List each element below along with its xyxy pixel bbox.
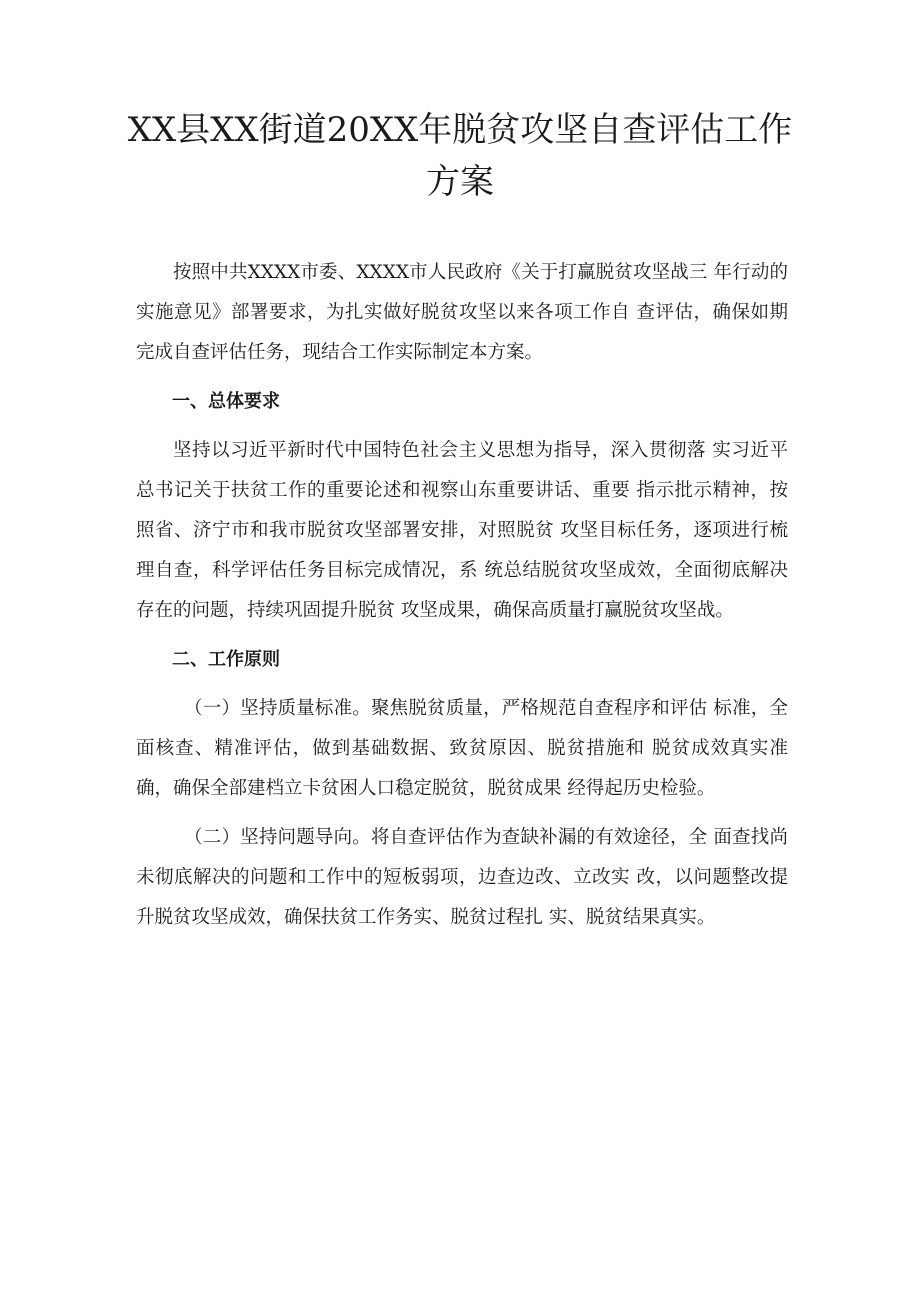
- title-line-2: 方案: [426, 162, 494, 202]
- section-1-heading: 一、总体要求: [172, 391, 280, 412]
- section-1-paragraph: 坚持以习近平新时代中国特色社会主义思想为指导，深入贯彻落 实习近平总书记关于扶贫工作的重要论述和视察山东重要讲话、重要 指示批示精神，按照省、济宁市和我市脱贫攻坚部署安排，对照脱贫 攻坚目标任务，逐项进行梳理自查，科学评估任务目标完成情况，系 统总结脱贫攻坚成效，全面彻底解决存在的问题，持续巩固提升脱贫 攻坚成果，确保高质量打赢脱贫攻坚战。: [136, 440, 788, 621]
- title-line-1: XX县XX街道20XX年脱贫攻坚自查评估工作: [127, 110, 793, 150]
- section-2-heading: 二、工作原则: [172, 649, 280, 670]
- document-body: [136, 253, 788, 947]
- section-2-item-1: （一）坚持质量标准。聚焦脱贫质量，严格规范自查程序和评估 标准，全面核查、精准评估，做到基础数据、致贫原因、脱贫措施和 脱贫成效真实准确，确保全部建档立卡贫困人口稳定脱贫，脱贫成果 经得起历史检验。: [136, 698, 788, 799]
- section-2-item-2: （二）坚持问题导向。将自查评估作为查缺补漏的有效途径，全 面查找尚未彻底解决的问题和工作中的短板弱项，边查边改、立改实 改，以问题整改提升脱贫攻坚成效，确保扶贫工作务实、脱贫过程扎 实、脱贫结果真实。: [136, 827, 788, 928]
- document-title: [120, 104, 800, 208]
- intro-paragraph: 按照中共XXXX市委、XXXX市人民政府《关于打赢脱贫攻坚战三 年行动的实施意见》部署要求，为扎实做好脱贫攻坚以来各项工作自 查评估，确保如期完成自查评估任务，现结合工作实际制定本方案。: [136, 262, 788, 363]
